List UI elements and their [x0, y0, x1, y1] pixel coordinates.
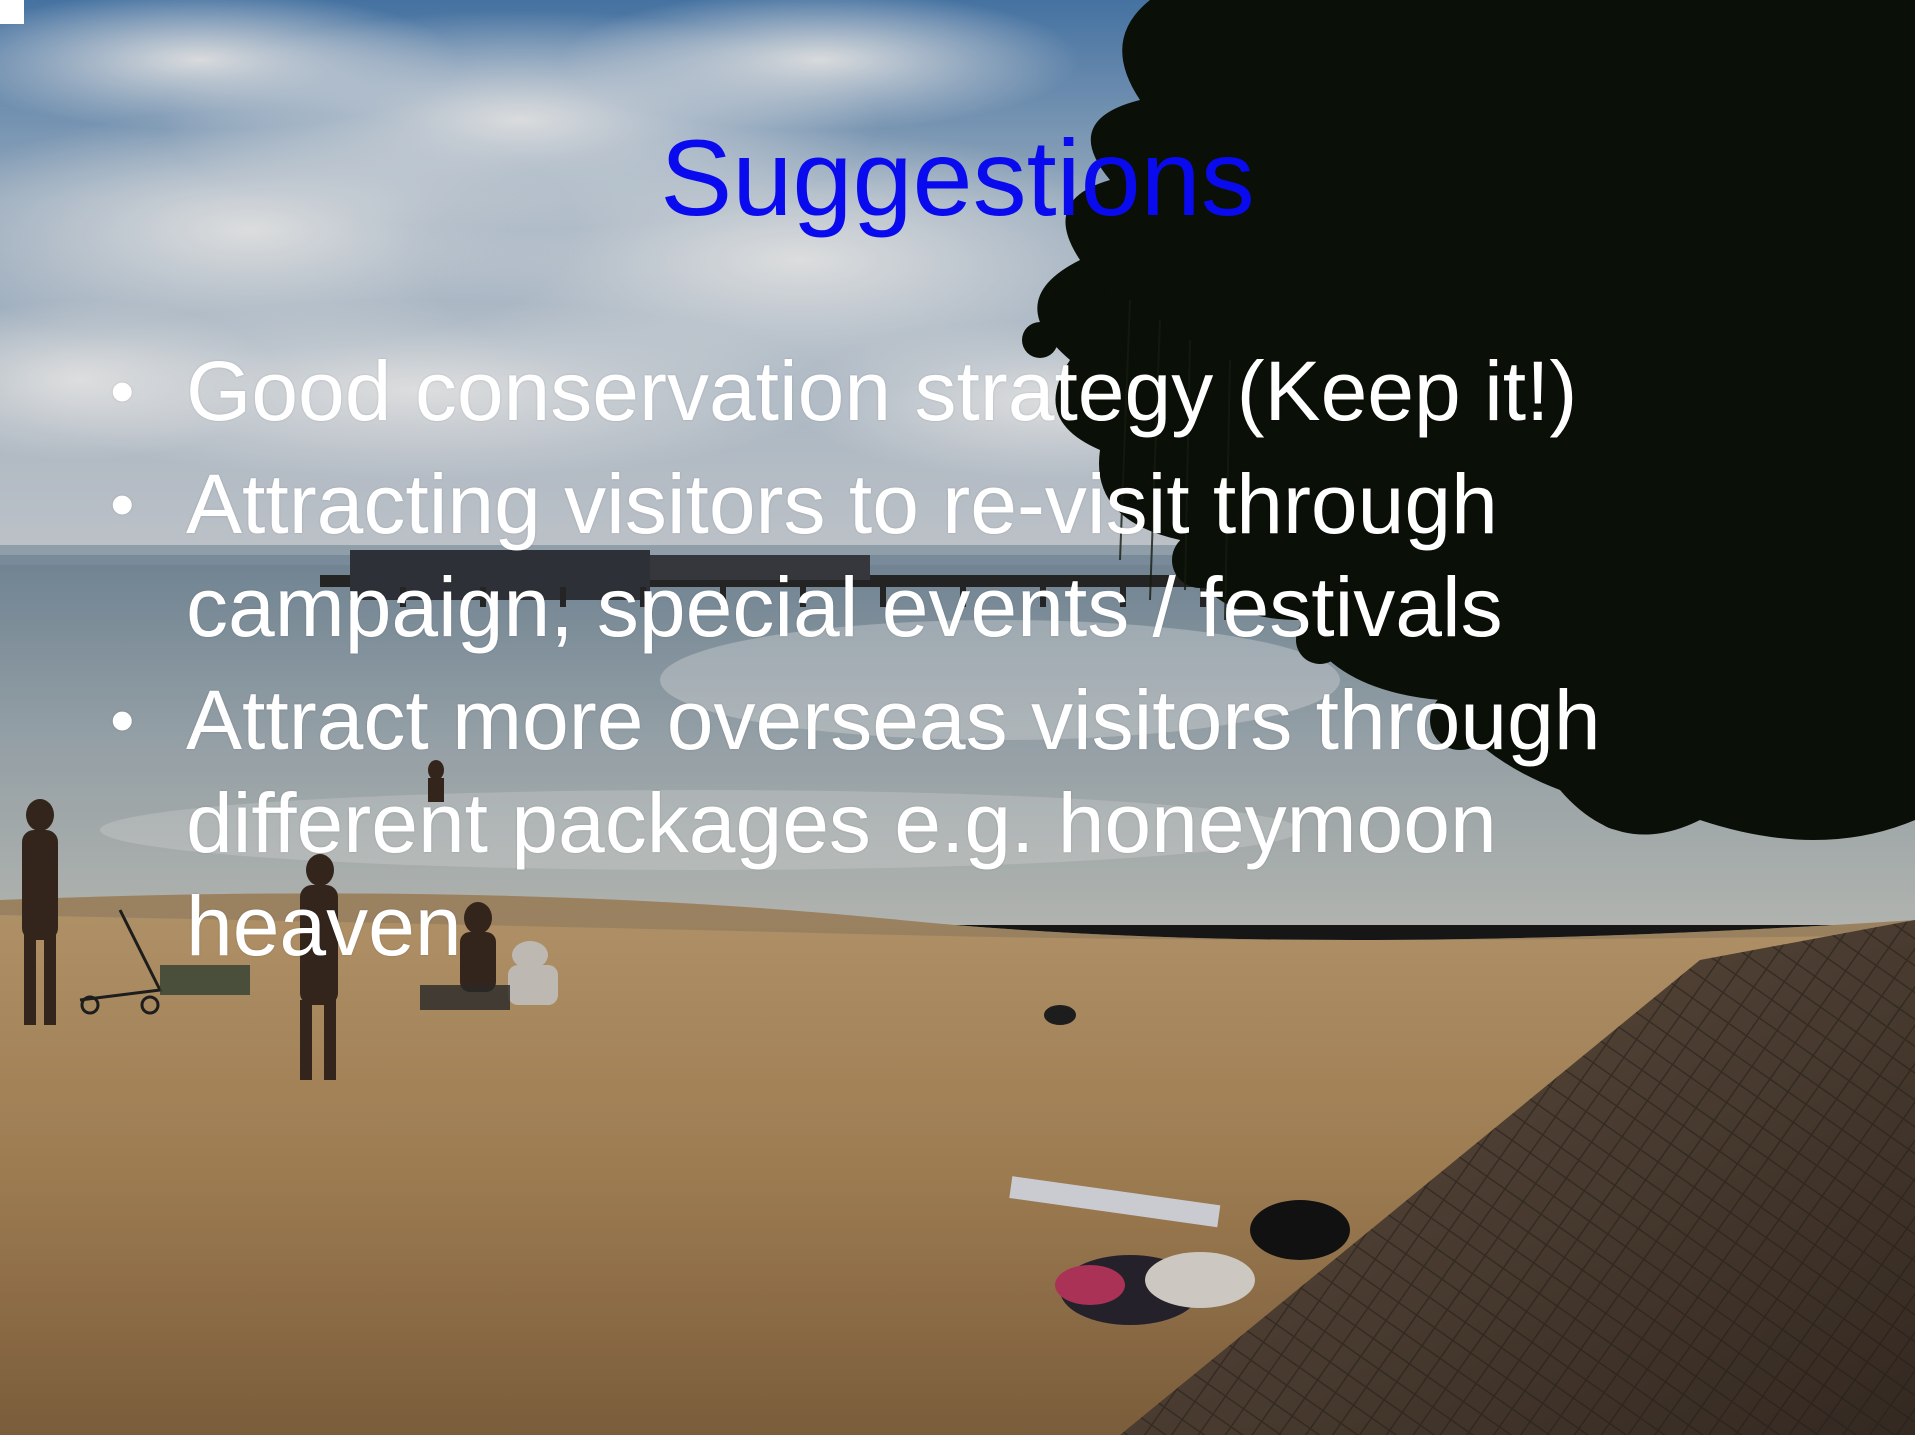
bullet-text: Good conservation strategy (Keep it!) — [186, 344, 1578, 438]
bullet-item — [110, 669, 1730, 978]
corner-marker — [0, 0, 24, 24]
bullet-marker: • — [110, 681, 135, 759]
bullet-text: Attract more overseas visitors through different packages e.g. honeymoon heaven — [186, 673, 1601, 973]
bullet-list — [110, 340, 1730, 988]
bullet-item — [110, 453, 1730, 659]
bullet-item — [110, 340, 1730, 443]
slide-title: Suggestions — [660, 117, 1255, 238]
bullet-text: Attracting visitors to re-visit through campaign, special events / festivals — [186, 457, 1503, 654]
bullet-marker: • — [110, 352, 135, 430]
bullet-marker: • — [110, 465, 135, 543]
